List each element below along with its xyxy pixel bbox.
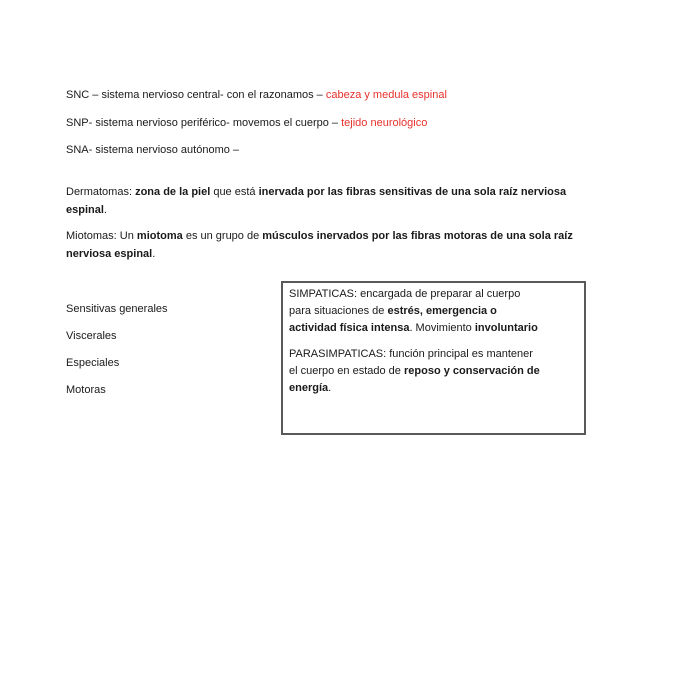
autonomic-system-box (281, 281, 586, 435)
text-line: Miotomas: Un miotoma es un grupo de músculos inervados por las fibras motoras de una sola raíz (66, 230, 573, 242)
text-line: SNP- sistema nervioso periférico- movemos el cuerpo – tejido neurológico (66, 117, 428, 129)
snc-definition-line (66, 88, 447, 102)
list-item: Especiales (66, 357, 120, 369)
sna-definition-line (66, 143, 239, 157)
red-highlight-text: cabeza y medula espinal (325, 89, 447, 101)
text-line: nerviosa espinal. (66, 248, 156, 260)
text-line: Dermatomas: zona de la piel que está inervada por las fibras sensitivas de una sola raíz nerviosa (66, 186, 567, 198)
sensory-types-list (66, 302, 168, 410)
text-line: SNC – sistema nervioso central- con el razonamos – cabeza y medula espinal (66, 89, 447, 101)
snp-definition-line (66, 116, 427, 130)
parasimpaticas-paragraph (289, 346, 578, 397)
text-line: SNA- sistema nervioso autónomo – (66, 144, 240, 156)
text-line: energía. (289, 382, 332, 394)
dermatomas-paragraph (66, 183, 566, 219)
text-line: espinal. (66, 204, 107, 216)
list-item: Motoras (66, 384, 106, 396)
red-highlight-text: tejido neurológico (341, 117, 428, 129)
text-line: para situaciones de estrés, emergencia o (289, 305, 497, 317)
text-line: PARASIMPATICAS: función principal es mantener (289, 348, 533, 360)
list-item: Sensitivas generales (66, 303, 168, 315)
text-line: actividad física intensa. Movimiento involuntario (289, 322, 538, 334)
text-line: el cuerpo en estado de reposo y conservación de (289, 365, 540, 377)
simpaticas-paragraph (289, 286, 578, 337)
miotomas-paragraph (66, 227, 573, 263)
text-line: SIMPATICAS: encargada de preparar al cuerpo (289, 288, 521, 300)
list-item: Viscerales (66, 330, 117, 342)
